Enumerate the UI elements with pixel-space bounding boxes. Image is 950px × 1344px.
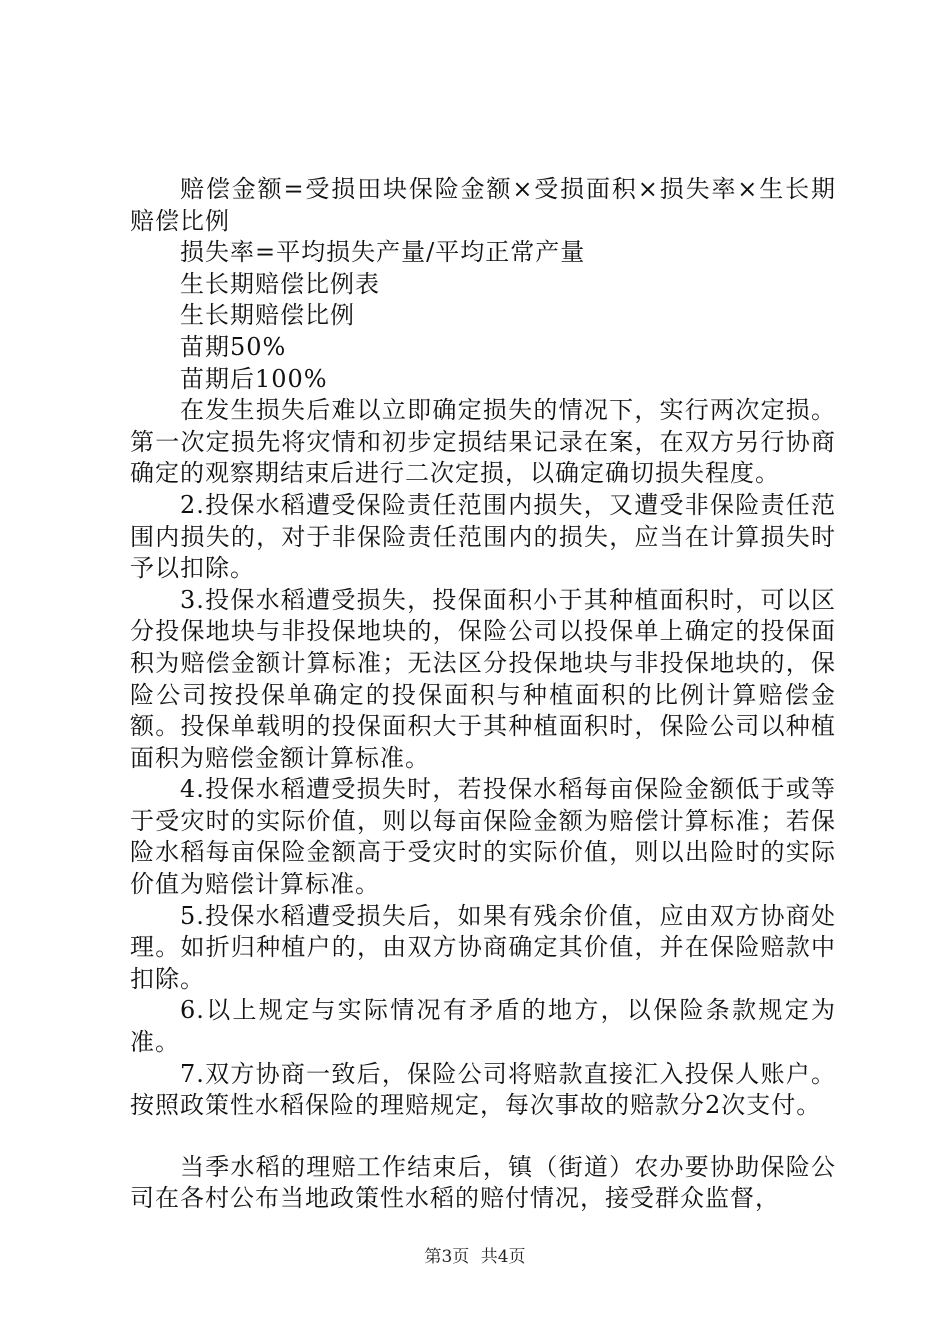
paragraph-item-4: 4.投保水稻遭受损失时，若投保水稻每亩保险金额低于或等于受灾时的实际价值，则以每亩保险金额为赔偿计算标准；若保险水稻每亩保险金额高于受灾时的实际价值，则以出险时的实际价值为赔偿计算标准。 [130,775,836,899]
document-body [130,174,836,1215]
paragraph-loss-rate-formula: 损失率=平均损失产量/平均正常产量 [180,238,586,267]
paragraph-gap [130,1122,836,1152]
paragraph-compensation-formula: 赔偿金额=受损田块保险金额×受损面积×损失率×生长期赔偿比例 [130,175,836,235]
paragraph-item-6: 6.以上规定与实际情况有矛盾的地方，以保险条款规定为准。 [130,996,836,1057]
paragraph-ratio-table-header: 生长期赔偿比例 [180,301,355,330]
paragraph-item-2: 2.投保水稻遭受保险责任范围内损失，又遭受非保险责任范围内损失的，对于非保险责任范围内的损失，应当在计算损失时予以扣除。 [130,490,836,583]
page-number: 第3页 [424,1247,470,1267]
paragraph-item-5: 5.投保水稻遭受损失后，如果有残余价值，应由双方协商处理。如折归种植户的，由双方协商确定其价值，并在保险赔款中扣除。 [130,901,836,993]
paragraph-item-7: 7.双方协商一致后，保险公司将赔款直接汇入投保人账户。按照政策性水稻保险的理赔规定，每次事故的赔款分2次支付。 [130,1059,836,1120]
paragraph-season-end: 当季水稻的理赔工作结束后，镇（街道）农办要协助保险公司在各村公布当地政策性水稻的赔付情况，接受群众监督， [130,1152,836,1213]
paragraph-seedling-ratio: 苗期50% [180,332,287,361]
paragraph-ratio-table-title: 生长期赔偿比例表 [180,269,380,298]
page-total: 共4页 [480,1247,526,1267]
paragraph-item-3: 3.投保水稻遭受损失，投保面积小于其种植面积时，可以区分投保地块与非投保地块的，保险公司以投保单上确定的投保面积为赔偿金额计算标准；无法区分投保地块与非投保地块的，保险公司按投保单确定的投保面积与种植面积的比例计算赔偿金额。投保单载明的投保面积大于其种植面积时，保险公司以种植面积为赔偿金额计算标准。 [130,585,836,772]
page-footer [0,1242,950,1267]
paragraph-post-seedling-ratio: 苗期后100% [180,364,328,393]
paragraph-two-assessments: 在发生损失后难以立即确定损失的情况下，实行两次定损。第一次定损先将灾情和初步定损结果记录在案，在双方另行协商确定的观察期结束后进行二次定损，以确定确切损失程度。 [130,396,836,488]
